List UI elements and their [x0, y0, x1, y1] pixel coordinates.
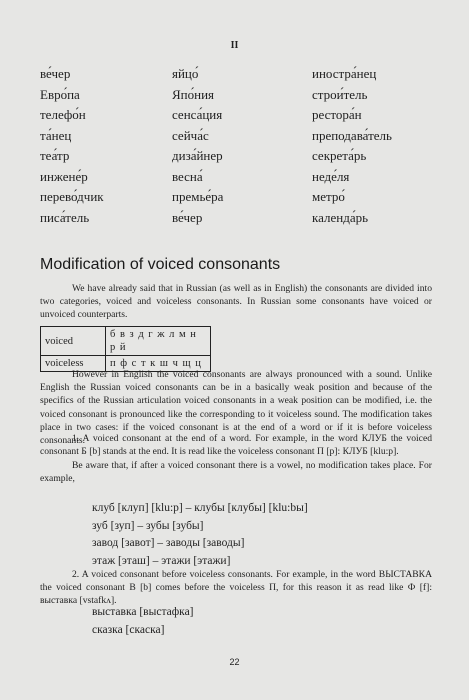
word: Евро́па	[40, 86, 80, 102]
example-line: завод [завот] – заводы [заводы]	[92, 537, 245, 549]
word: неде́ля	[312, 168, 350, 184]
section-title: Modification of voiced consonants	[40, 256, 281, 273]
example-line: выставка [выстафка]	[92, 606, 194, 618]
word: та́нец	[40, 127, 72, 143]
word: телефо́н	[40, 107, 86, 122]
word: сенса́ция	[172, 107, 223, 122]
word: перево́дчик	[40, 189, 104, 204]
word: диза́йнер	[172, 148, 223, 163]
word: теа́тр	[40, 148, 70, 163]
word: весна́	[172, 168, 203, 184]
paragraph-intro: We have already said that in Russian (as well as in English) the consonants are divided into two categories, voiced and voiceless consonants. In Russian some consonants have voiced or unvoiced counterparts.	[40, 283, 432, 321]
voiced-letters: б в з д г ж л м н р й	[106, 327, 211, 356]
paragraph-explanation: However in English the voiced consonants are always pronounced with a sound. Unlike English the Russian voiced consonants can be in a basically weak position and because of the specifics of the Russian articulation voiced consonants in a weak position can be modified, i.e. the voiced consonant is pronounced like the corresponding to it voiceless sound. The modification takes place in two cases: if the voiced consonant is at the end of a word or if it is before voiceless consonants.	[40, 369, 432, 447]
section-marker: II	[230, 40, 239, 51]
paragraph-rule-2: 2. A voiced consonant before voiceless consonants. For example, in the word ВЫСТАВКА the voiced consonant В [b] comes before the voiceless П, for this reason it as read like Ф [f]: выставка [vstafkʌ].	[40, 569, 432, 607]
row-label-voiced: voiced	[41, 327, 106, 356]
word: Япо́ния	[172, 86, 215, 102]
word: иностра́нец	[312, 66, 377, 81]
word: писа́тель	[40, 209, 90, 225]
word: рестора́н	[312, 107, 362, 122]
example-line: этаж [эташ] – этажи [этажи]	[92, 554, 231, 567]
example-line: сказка [скаска]	[92, 623, 165, 636]
example-line: зуб [зуп] – зубы [зубы]	[92, 519, 204, 532]
word: преподава́тель	[312, 127, 392, 143]
consonant-table	[40, 326, 211, 372]
word: метро́	[312, 189, 345, 204]
row-label-voiceless: voiceless	[41, 356, 106, 372]
page-number: 22	[229, 657, 240, 667]
word: секрета́рь	[312, 148, 367, 163]
examples-end-of-word	[92, 500, 308, 570]
example-line: клуб [клуп] [klu:p] – клубы [клубы] [klu:bы]	[92, 502, 308, 514]
word-column-2	[172, 64, 223, 228]
word-column-3	[312, 64, 392, 228]
word: ве́чер	[40, 66, 71, 81]
word: строи́тель	[312, 86, 368, 102]
word: ве́чер	[172, 209, 203, 225]
word: яйцо́	[172, 66, 199, 81]
paragraph-note: Be aware that, if after a voiced consonant there is a vowel, no modification takes place. For example,	[40, 460, 432, 485]
word: календа́рь	[312, 209, 369, 225]
word: премье́ра	[172, 189, 224, 204]
word: сейча́с	[172, 127, 209, 143]
paragraph-rule-1: 1. A voiced consonant at the end of a word. For example, in the word КЛУБ the voiced consonant Б [b] stands at the end. It is read like the voiceless consonant П [p]: КЛУБ [klu:p].	[40, 433, 432, 458]
word-column-1	[40, 64, 104, 228]
voiceless-letters: п ф с т к ш ч щ ц	[106, 356, 211, 372]
word: инжене́р	[40, 168, 88, 184]
table-row	[41, 327, 211, 356]
examples-before-voiceless	[92, 604, 194, 639]
